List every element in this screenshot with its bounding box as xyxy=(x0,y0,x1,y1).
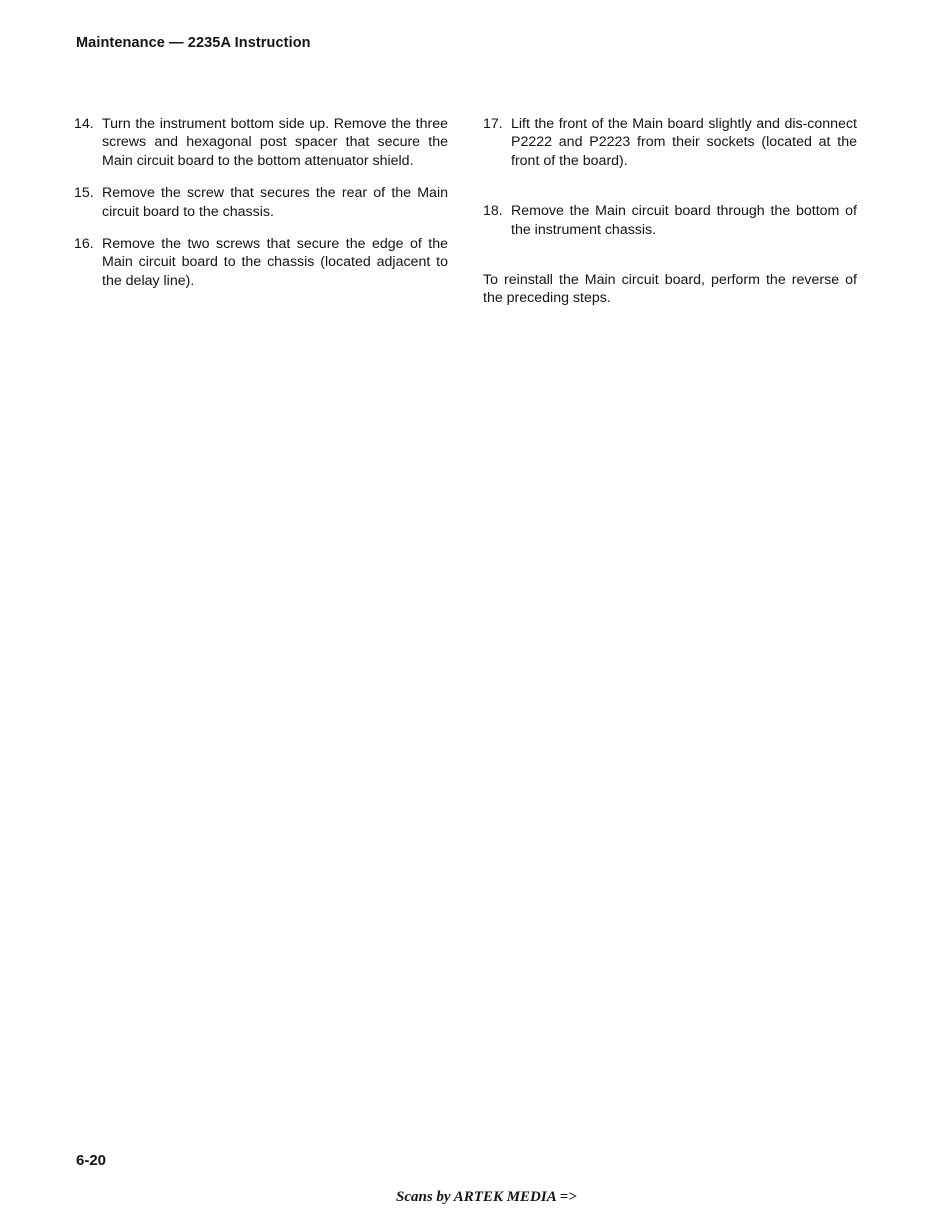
running-header-title: Maintenance — 2235A Instruction xyxy=(76,35,311,51)
step-number: 14. xyxy=(74,116,94,132)
step-14 xyxy=(74,115,448,170)
page-number: 6-20 xyxy=(76,1152,107,1169)
right-column xyxy=(483,115,857,308)
left-column xyxy=(74,115,448,304)
step-text: Remove the two screws that secure the edge of the Main circuit board to the chassis (located adjacent to the delay line). xyxy=(102,236,448,289)
step-number: 18. xyxy=(483,203,503,220)
step-18 xyxy=(483,202,857,239)
step-text: Remove the screw that secures the rear of the Main circuit board to the chassis. xyxy=(102,185,448,220)
step-text: Turn the instrument bottom side up. Remove the three screws and hexagonal post spacer that secure the Main circuit board to the bottom attenuator shield. xyxy=(102,116,448,169)
step-16 xyxy=(74,235,448,290)
step-number: 17. xyxy=(483,116,503,132)
scan-credit: Scans by ARTEK MEDIA => xyxy=(396,1189,577,1205)
step-number: 15. xyxy=(74,185,94,202)
step-number: 16. xyxy=(74,236,94,253)
step-text: Lift the front of the Main board slightly and dis-connect P2222 and P2223 from their sockets (located at the front of the board). xyxy=(511,116,857,169)
reinstall-note: To reinstall the Main circuit board, perform the reverse of the preceding steps. xyxy=(483,272,857,307)
step-17 xyxy=(483,115,857,170)
step-15 xyxy=(74,184,448,221)
step-text: Remove the Main circuit board through the bottom of the instrument chassis. xyxy=(511,203,857,238)
